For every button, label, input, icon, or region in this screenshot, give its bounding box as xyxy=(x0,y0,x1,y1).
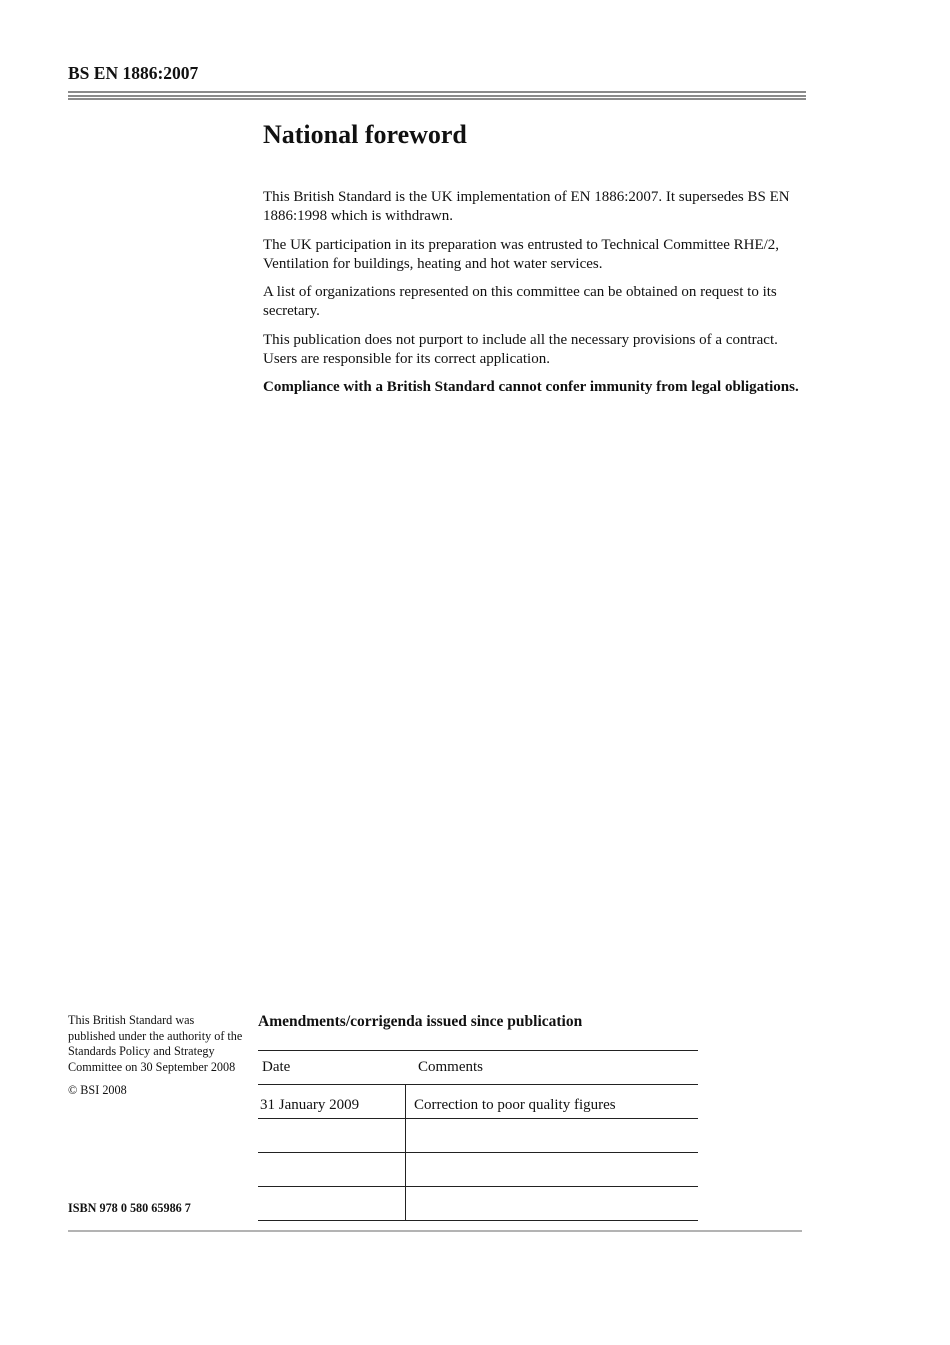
compliance-statement: Compliance with a British Standard cannot confer immunity from legal obligations. xyxy=(263,379,799,396)
table-row xyxy=(258,1186,698,1221)
amendment-comment: Correction to poor quality figures xyxy=(414,1097,616,1113)
footer-rule xyxy=(68,1230,802,1232)
sidebar xyxy=(68,1013,243,1107)
amendment-date: 31 January 2009 xyxy=(258,1085,406,1118)
table-row xyxy=(258,1152,698,1186)
amendment-date xyxy=(258,1119,406,1152)
column-header-date: Date xyxy=(262,1059,291,1075)
paragraph: This publication does not purport to include all the necessary provisions of a contract. Users are responsible for its correct application. xyxy=(263,331,778,368)
isbn: ISBN 978 0 580 65986 7 xyxy=(68,1201,191,1215)
page-title: National foreword xyxy=(263,120,467,149)
paragraph: A list of organizations represented on this committee can be obtained on request to its secretary. xyxy=(263,284,777,320)
table-header-row xyxy=(258,1050,698,1084)
amendments-heading: Amendments/corrigenda issued since publication xyxy=(258,1013,583,1030)
column-header-comments: Comments xyxy=(418,1059,484,1075)
header-rule xyxy=(68,91,806,100)
amendments-table xyxy=(258,1050,698,1221)
amendment-date xyxy=(258,1153,406,1186)
publication-note: This British Standard was published under the authority of the Standards Policy and Strategy Committee on 30 September 2008 xyxy=(68,1013,243,1074)
paragraph: This British Standard is the UK implementation of EN 1886:2007. It supersedes BS EN 1886:1998 which is withdrawn. xyxy=(263,189,790,225)
table-row xyxy=(258,1118,698,1152)
copyright: © BSI 2008 xyxy=(68,1083,127,1097)
table-row xyxy=(258,1084,698,1118)
paragraph: The UK participation in its preparation was entrusted to Technical Committee RHE/2, Ventilation for buildings, heating and hot water services. xyxy=(263,236,780,272)
document-code: BS EN 1886:2007 xyxy=(68,63,199,83)
foreword-body xyxy=(263,188,808,407)
amendment-date xyxy=(258,1187,406,1220)
